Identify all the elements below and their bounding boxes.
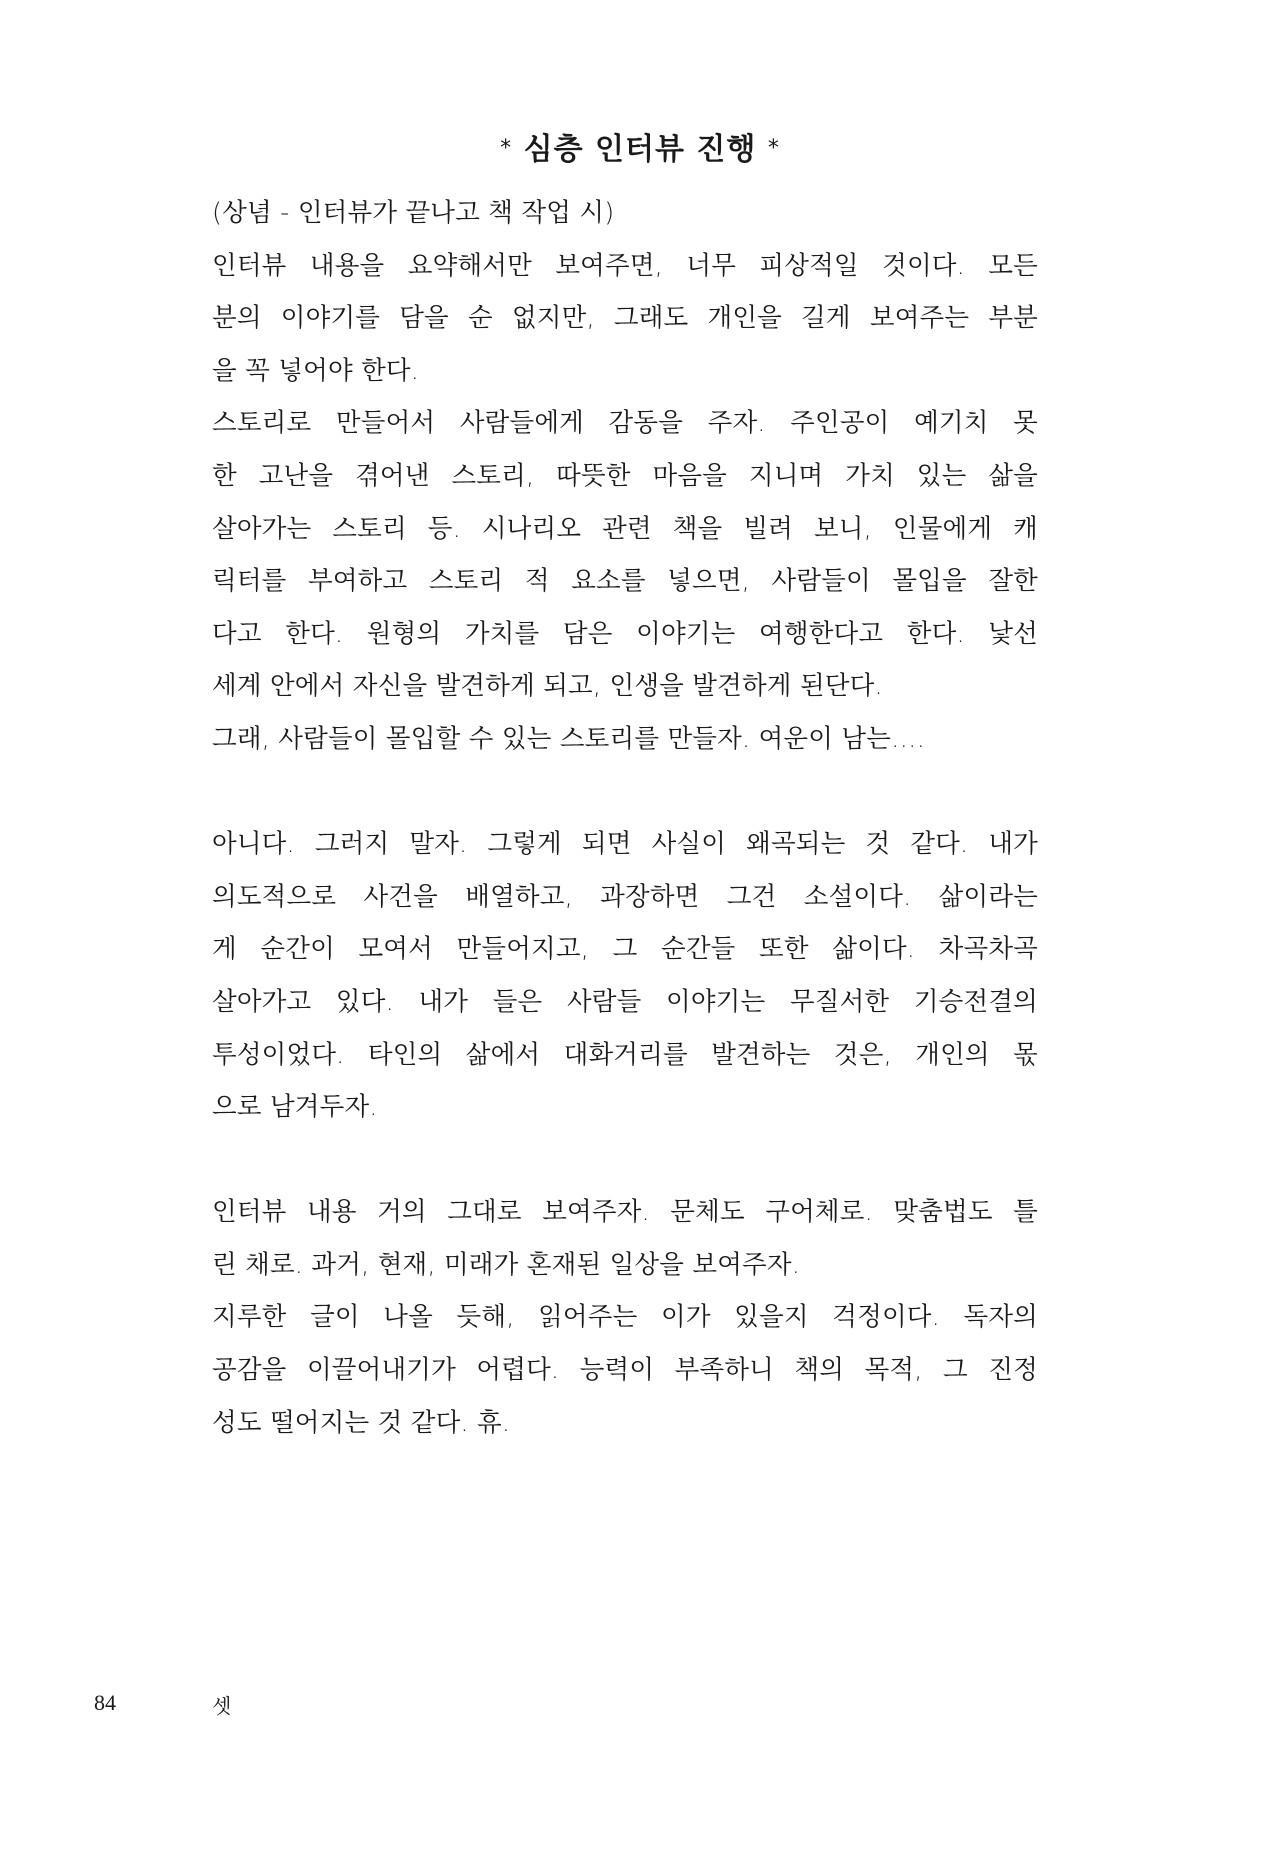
page-title [0, 124, 1280, 168]
text-line: 지루한 글이 나올 듯해, 읽어주는 이가 있을지 걱정이다. 독자의 [212, 1302, 1038, 1333]
paragraph-spacer [212, 766, 1038, 819]
section-label: 셋 [212, 1694, 232, 1718]
text-line: 성도 떨어지는 것 같다. 휴. [212, 1407, 511, 1438]
text-line: 살아가고 있다. 내가 들은 사람들 이야기는 무질서한 기승전결의 [212, 986, 1038, 1017]
text-line: 세계 안에서 자신을 발견하게 되고, 인생을 발견하게 된단다. [212, 671, 883, 702]
text-line: 인터뷰 내용을 요약해서만 보여주면, 너무 피상적일 것이다. 모든 [212, 250, 1038, 281]
body-text [212, 187, 1038, 1449]
title-text: 심층 인터뷰 진행 [523, 132, 757, 167]
text-line: 분의 이야기를 담을 순 없지만, 그래도 개인을 길게 보여주는 부분 [212, 303, 1038, 334]
text-line: 을 꼭 넣어야 한다. [212, 355, 420, 386]
text-line: 게 순간이 모여서 만들어지고, 그 순간들 또한 삶이다. 차곡차곡 [212, 934, 1038, 965]
text-line: 살아가는 스토리 등. 시나리오 관련 책을 빌려 보니, 인물에게 캐 [212, 513, 1038, 544]
text-line: 인터뷰 내용 거의 그대로 보여주자. 문체도 구어체로. 맞춤법도 틀 [212, 1197, 1038, 1228]
text-line: 투성이었다. 타인의 삶에서 대화거리를 발견하는 것은, 개인의 몫 [212, 1039, 1038, 1070]
text-line: 공감을 이끌어내기가 어렵다. 능력이 부족하니 책의 목적, 그 진정 [212, 1355, 1038, 1386]
text-line: 아니다. 그러지 말자. 그렇게 되면 사실이 왜곡되는 것 같다. 내가 [212, 829, 1038, 860]
text-line: 스토리로 만들어서 사람들에게 감동을 주자. 주인공이 예기치 못 [212, 408, 1038, 439]
text-line: 린 채로. 과거, 현재, 미래가 혼재된 일상을 보여주자. [212, 1249, 801, 1280]
subtitle: (상념 - 인터뷰가 끝나고 책 작업 시) [212, 198, 615, 228]
text-line: 으로 남겨두자. [212, 1092, 378, 1123]
paragraph-container [212, 240, 1038, 1450]
text-line: 릭터를 부여하고 스토리 적 요소를 넣으면, 사람들이 몰입을 잘한 [212, 566, 1038, 597]
text-line: 다고 한다. 원형의 가치를 담은 이야기는 여행한다고 한다. 낯선 [212, 618, 1038, 649]
text-line: 한 고난을 겪어낸 스토리, 따뜻한 마음을 지니며 가치 있는 삶을 [212, 460, 1038, 491]
text-line: 그래, 사람들이 몰입할 수 있는 스토리를 만들자. 여운이 남는…. [212, 723, 926, 754]
asterisk-right-icon: * [767, 136, 780, 161]
asterisk-left-icon: * [500, 136, 513, 161]
paragraph-spacer [212, 1134, 1038, 1187]
page-number: 84 [94, 1690, 116, 1715]
text-line: 의도적으로 사건을 배열하고, 과장하면 그건 소설이다. 삶이라는 [212, 881, 1038, 912]
